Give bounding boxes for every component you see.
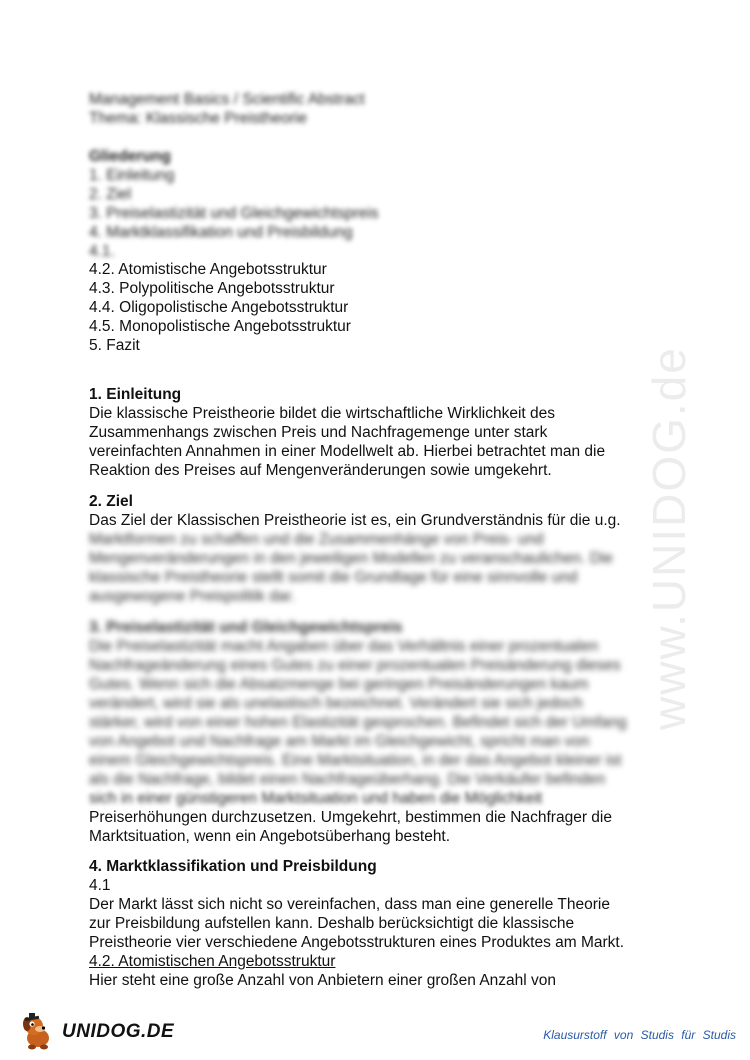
paragraph-line: klassische Preistheorie stellt somit die Grundlage für eine sinnvolle und xyxy=(89,569,578,586)
footer-brand: UNIDOG.DE xyxy=(62,1021,175,1042)
paragraph-line: Reaktion des Preises auf Mengenveränderungen sowie umgekehrt. xyxy=(89,462,552,479)
section-heading: 1. Einleitung xyxy=(89,386,182,403)
paragraph-line: Zusammenhangs zwischen Preis und Nachfragemenge unter stark xyxy=(89,424,548,441)
paragraph-line: stärker, wird von einer hohen Elastizität gesprochen. Befindet sich der Umfang xyxy=(89,714,627,731)
paragraph-line: Marktformen zu schaffen und die Zusammenhänge von Preis- und xyxy=(89,531,544,548)
paragraph-line: zur Preisbildung aufstellen kann. Deshalb berücksichtigt die klassische xyxy=(89,915,575,932)
section-heading: 4. Marktklassifikation und Preisbildung xyxy=(89,858,377,875)
footer-note: Klausurstoff von Studis für Studis xyxy=(543,1028,736,1042)
paragraph-line: einem Gleichgewichtspreis. Eine Marktsituation, in der das Angebot kleiner ist xyxy=(89,752,622,769)
paragraph-line: ausgewogene Preispolitik dar. xyxy=(89,588,295,605)
toc-item: 1. Einleitung xyxy=(89,167,175,184)
paragraph-line: Der Markt lässt sich nicht so vereinfachen, dass man eine generelle Theorie xyxy=(89,896,610,913)
paragraph-line: Die Preiselastizität macht Angaben über das Verhältnis einer prozentualen xyxy=(89,638,599,655)
toc-item: 4.3. Polypolitische Angebotsstruktur xyxy=(89,280,335,297)
toc-item: 3. Preiselastizität und Gleichgewichtspreis xyxy=(89,205,379,222)
watermark-text: www.UNIDOG.de xyxy=(643,346,695,730)
footer-logo xyxy=(18,1012,174,1052)
paragraph-line: verändert, wird sie als unelastisch bezeichnet. Verändert sie sich jedoch xyxy=(89,695,583,712)
paragraph-line: vereinfachten Annahmen in einer Modellwelt ab. Hierbei betrachtet man die xyxy=(89,443,606,460)
paragraph-line: Preistheorie vier verschiedene Angebotsstrukturen eines Produktes am Markt. xyxy=(89,934,625,951)
paragraph-line: Hier steht eine große Anzahl von Anbietern einer großen Anzahl von xyxy=(89,972,557,989)
dog-mascot-icon xyxy=(18,1012,60,1052)
paragraph-line: Gutes. Wenn sich die Absatzmenge bei geringen Preisänderungen kaum xyxy=(89,676,589,693)
paragraph-line: Das Ziel der Klassischen Preistheorie ist es, ein Grundverständnis für die u.g. xyxy=(89,512,621,529)
section-heading: 3. Preiselastizität und Gleichgewichtspreis xyxy=(89,619,403,636)
toc-item: 2. Ziel xyxy=(89,186,132,203)
subsection-label: 4.1 xyxy=(89,877,111,894)
header-line-1: Management Basics / Scientific Abstract xyxy=(89,91,365,108)
paragraph-line: Preiserhöhungen durchzusetzen. Umgekehrt, bestimmen die Nachfrager die xyxy=(89,809,612,826)
watermark xyxy=(642,270,750,730)
toc-item: 4.2. Atomistische Angebotsstruktur xyxy=(89,261,327,278)
paragraph-line: Mengenveränderungen in den jeweiligen Modellen zu veranschaulichen. Die xyxy=(89,550,613,567)
toc-item: 4.4. Oligopolistische Angebotsstruktur xyxy=(89,299,349,316)
paragraph-line: Marktsituation, wenn ein Angebotsüberhang besteht. xyxy=(89,828,451,845)
paragraph-line: Nachfrageänderung eines Gutes zu einer prozentualen Preisänderung dieses xyxy=(89,657,621,674)
section-heading: 2. Ziel xyxy=(89,493,133,510)
toc-item: 4.1. xyxy=(89,243,115,260)
paragraph-line: Die klassische Preistheorie bildet die wirtschaftliche Wirklichkeit des xyxy=(89,405,556,422)
paragraph-line: als die Nachfrage, bildet einen Nachfrageüberhang. Die Verkäufer befinden xyxy=(89,771,606,788)
toc-item: 5. Fazit xyxy=(89,337,140,354)
subsection-heading: 4.2. Atomistischen Angebotsstruktur xyxy=(89,953,336,970)
paragraph-line: sich in einer günstigeren Marktsituation und haben die Möglichkeit xyxy=(89,790,543,807)
header-line-2: Thema: Klassische Preistheorie xyxy=(89,110,307,127)
toc-item: 4. Marktklassifikation und Preisbildung xyxy=(89,224,353,241)
toc-title: Gliederung xyxy=(89,148,171,165)
paragraph-line: von Angebot und Nachfrage am Markt im Gleichgewicht, spricht man von xyxy=(89,733,590,750)
toc-item: 4.5. Monopolistische Angebotsstruktur xyxy=(89,318,351,335)
